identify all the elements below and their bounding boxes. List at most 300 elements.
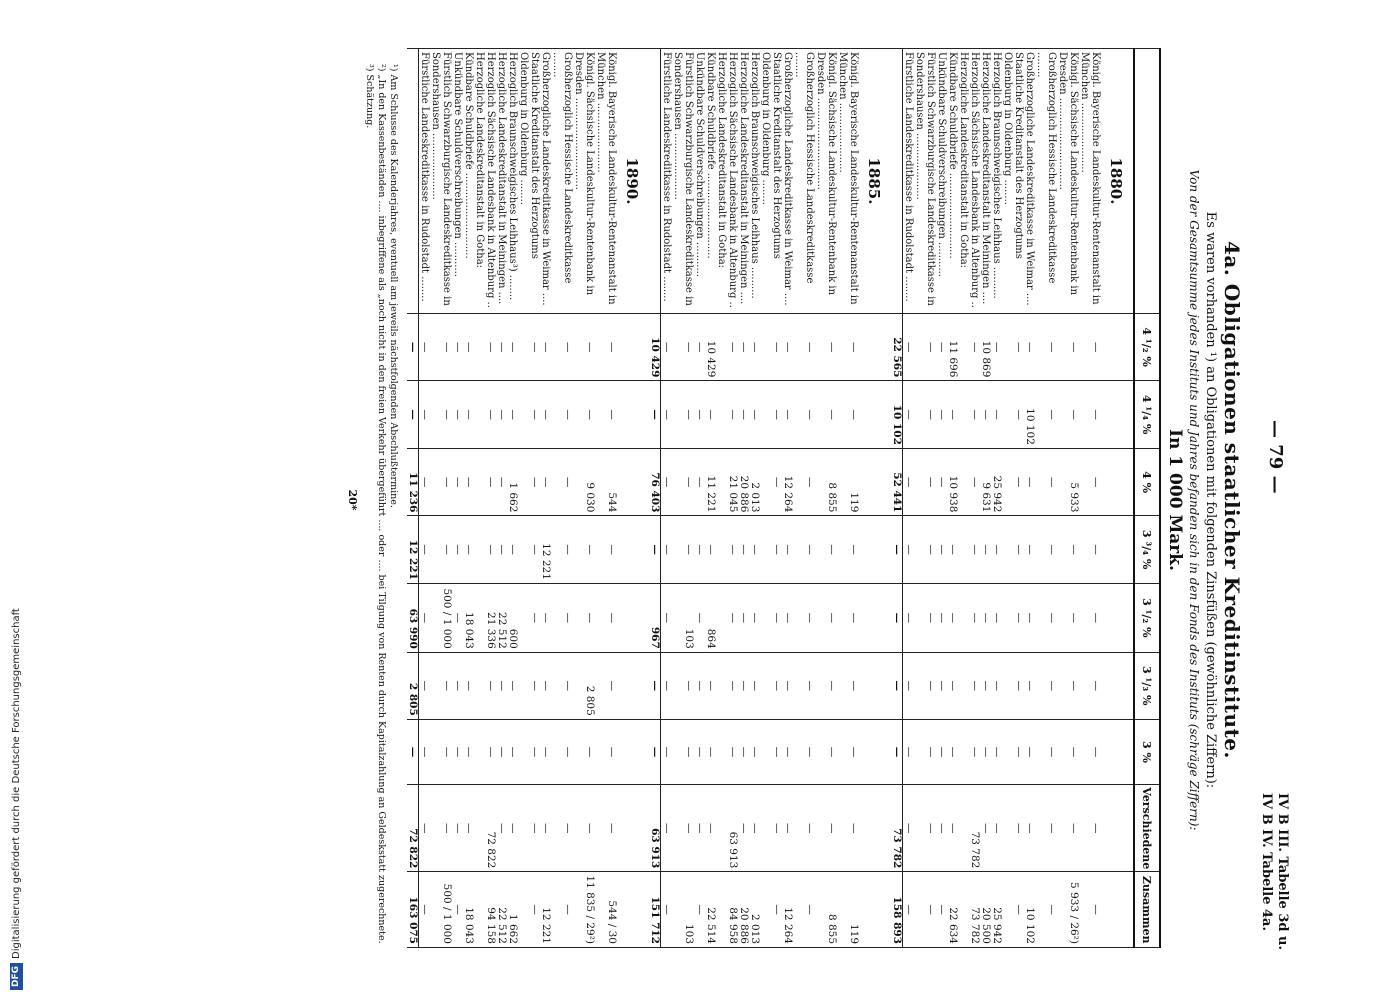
value-cell: — — [419, 313, 431, 381]
institute-name: Herzogliche Landeskreditanstalt in Gotha: — [716, 49, 727, 314]
column-header: 4 ¹/₂ % — [1134, 313, 1160, 381]
institute-name: Großherzogliche Landeskreditkasse in Weimar .... — [540, 49, 551, 314]
value-cell: — — [419, 448, 431, 516]
value-cell: — — [496, 516, 507, 584]
value-cell: — — [463, 785, 474, 872]
value-cell: — — [419, 652, 431, 719]
institute-name: Fürstlich Schwarzburgische Landeskreditkasse in Sondershausen ..................... — [914, 49, 936, 314]
value-cell: — — [496, 785, 507, 872]
value-cell: — — [1002, 516, 1024, 584]
value-cell: — — [815, 516, 837, 584]
value-cell: 9 631 — [980, 448, 991, 516]
value-cell: — — [496, 719, 507, 784]
total-cell: — — [891, 719, 903, 784]
total-cell: — — [649, 719, 661, 784]
value-cell: — — [694, 583, 705, 652]
table-ref-2: IV B IV. Tabelle 4a. — [1259, 792, 1274, 932]
value-cell: — — [815, 313, 837, 381]
value-cell: — — [969, 652, 980, 719]
value-cell: 864 — [705, 583, 716, 652]
institute-name: Staatliche Kreditanstalt des Herzogtums Oldenburg in Oldenburg ........ — [518, 49, 540, 314]
page-title: 4a. Obligationen staatlicher Kreditinstitute. — [1220, 241, 1244, 759]
value-cell: — — [738, 785, 749, 872]
value-cell: — — [749, 652, 760, 719]
table-row — [760, 49, 782, 948]
value-cell: — — [463, 719, 474, 784]
value-cell: — — [727, 381, 738, 449]
value-cell: — — [1079, 583, 1101, 652]
value-cell: 22 634 — [947, 872, 958, 948]
total-cell: 22 565 — [891, 313, 903, 381]
value-cell: 22 512 — [496, 583, 507, 652]
value-cell: — — [705, 381, 716, 449]
value-cell: 20 886 — [738, 872, 749, 948]
value-cell: — — [507, 719, 518, 784]
value-cell: — — [727, 516, 738, 584]
value-cell: — — [837, 583, 859, 652]
institute-name: Staatliche Kreditanstalt des Herzogtums Oldenburg in Oldenburg ........ — [1002, 49, 1024, 314]
column-header — [1134, 49, 1160, 314]
value-cell: — — [573, 719, 595, 784]
institute-name: Königl. Sächsische Landeskultur-Rentenbank in Dresden ............................. — [573, 49, 595, 314]
value-cell: — — [452, 313, 463, 381]
value-cell: — — [738, 313, 749, 381]
value-cell — [958, 448, 969, 516]
table-row — [727, 49, 738, 948]
empty-cell — [859, 652, 891, 719]
value-cell: — — [782, 313, 793, 381]
value-cell: — — [595, 516, 617, 584]
value-cell: 5 933 / 26²) — [1057, 872, 1079, 948]
value-cell: — — [419, 381, 431, 449]
value-cell: — — [518, 516, 540, 584]
value-cell: — — [1057, 381, 1079, 449]
value-cell: — — [1079, 652, 1101, 719]
table-row — [958, 49, 969, 948]
value-cell: — — [914, 719, 936, 784]
column-header: 4 % — [1134, 448, 1160, 516]
value-cell: 18 043 — [463, 583, 474, 652]
institute-name: Staatliche Kreditanstalt des Herzogtums Oldenburg in Oldenburg ........ — [760, 49, 782, 314]
value-cell: — — [1035, 516, 1057, 584]
value-cell: — — [991, 313, 1002, 381]
value-cell: 20 886 — [738, 448, 749, 516]
institute-name: Königl. Bayerische Landeskultur-Rentenanstalt in München ...................... — [1079, 49, 1101, 314]
value-cell: — — [1002, 872, 1024, 948]
column-header: 3 ¹/₃ % — [1134, 652, 1160, 719]
table-row — [738, 49, 749, 948]
year-heading-row — [617, 49, 649, 948]
value-cell: — — [738, 652, 749, 719]
value-cell: — — [947, 516, 958, 584]
value-cell: 5 933 — [1057, 448, 1079, 516]
institute-name: Königl. Bayerische Landeskultur-Rentenanstalt in München ...................... — [837, 49, 859, 314]
value-cell: — — [485, 448, 496, 516]
value-cell: — — [419, 872, 431, 948]
total-cell: 10 102 — [891, 381, 903, 449]
table-row — [452, 49, 463, 948]
value-cell: — — [540, 448, 551, 516]
value-cell: — — [705, 516, 716, 584]
value-cell: — — [903, 381, 915, 449]
value-cell: — — [815, 652, 837, 719]
value-cell: — — [760, 652, 782, 719]
value-cell: — — [463, 652, 474, 719]
value-cell: — — [1024, 785, 1035, 872]
empty-cell — [617, 872, 649, 948]
value-cell: — — [969, 516, 980, 584]
empty-cell — [1101, 719, 1134, 784]
value-cell: — — [694, 381, 705, 449]
total-cell: 11 236 — [407, 448, 419, 516]
value-cell: 20 500 — [980, 872, 991, 948]
value-cell: — — [782, 516, 793, 584]
empty-cell — [859, 872, 891, 948]
value-cell: — — [661, 516, 673, 584]
value-cell — [958, 583, 969, 652]
value-cell: — — [914, 516, 936, 584]
value-cell: — — [760, 872, 782, 948]
value-cell: — — [452, 872, 463, 948]
table-row — [661, 49, 673, 948]
value-cell: — — [1002, 583, 1024, 652]
value-cell: — — [551, 872, 573, 948]
value-cell: — — [452, 516, 463, 584]
value-cell: 1 662 — [507, 872, 518, 948]
value-cell: — — [430, 719, 452, 784]
value-cell: — — [1057, 516, 1079, 584]
value-cell: — — [738, 583, 749, 652]
value-cell: — — [782, 381, 793, 449]
value-cell: — — [1057, 785, 1079, 872]
footnote-1: ¹) Am Schlusse des Kalenderjahres, eventuell am jeweils nächstfolgenden Abschlußtermine. — [388, 64, 399, 508]
page-header — [1250, 40, 1290, 960]
value-cell: — — [518, 381, 540, 449]
value-cell: 8 855 — [815, 448, 837, 516]
value-cell: — — [991, 719, 1002, 784]
column-header: 3 % — [1134, 719, 1160, 784]
value-cell — [958, 381, 969, 449]
empty-cell — [859, 583, 891, 652]
value-cell: — — [738, 719, 749, 784]
value-cell: — — [903, 872, 915, 948]
value-cell — [474, 516, 485, 584]
value-cell: 10 102 — [1024, 872, 1035, 948]
value-cell — [716, 516, 727, 584]
value-cell: — — [496, 381, 507, 449]
table-row — [485, 49, 496, 948]
table-row — [837, 49, 859, 948]
value-cell: — — [694, 652, 705, 719]
table-row — [540, 49, 551, 948]
value-cell: — — [936, 313, 947, 381]
value-cell: — — [463, 313, 474, 381]
value-cell: — — [936, 719, 947, 784]
value-cell: — — [793, 313, 815, 381]
value-cell: — — [1002, 448, 1024, 516]
value-cell — [716, 448, 727, 516]
institute-name: Fürstliche Landeskreditkasse in Rudolstadt ........ — [661, 49, 673, 314]
table-row — [749, 49, 760, 948]
value-cell: — — [661, 448, 673, 516]
value-cell: — — [496, 313, 507, 381]
value-cell — [474, 785, 485, 872]
value-cell: — — [661, 719, 673, 784]
empty-cell — [1101, 313, 1134, 381]
value-cell: — — [1002, 785, 1024, 872]
table-row — [496, 49, 507, 948]
value-cell: — — [419, 516, 431, 584]
value-cell: — — [694, 516, 705, 584]
total-cell: 151 712 — [649, 872, 661, 948]
value-cell: — — [463, 448, 474, 516]
value-cell: — — [980, 381, 991, 449]
value-cell: — — [452, 583, 463, 652]
value-cell: — — [485, 381, 496, 449]
institute-name: Herzogliche Landeskreditanstalt in Meiningen .... — [980, 49, 991, 314]
value-cell: — — [430, 652, 452, 719]
value-cell: — — [782, 719, 793, 784]
value-cell: — — [1035, 785, 1057, 872]
value-cell: — — [738, 381, 749, 449]
value-cell: — — [991, 583, 1002, 652]
value-cell: — — [969, 313, 980, 381]
institute-name: Herzoglich Sächsische Landesbank in Altenburg .. — [727, 49, 738, 314]
value-cell: — — [507, 381, 518, 449]
page-number: — 79 — — [1265, 420, 1286, 494]
value-cell: — — [903, 313, 915, 381]
value-cell: — — [903, 516, 915, 584]
year-heading-row — [1101, 49, 1134, 948]
institute-name: Herzoglich Braunschweigisches Leihhaus³) ........ — [507, 49, 518, 314]
value-cell: 500 / 1 000 — [430, 872, 452, 948]
table-row — [419, 49, 431, 948]
value-cell — [716, 583, 727, 652]
value-cell: — — [496, 652, 507, 719]
table-row — [991, 49, 1002, 948]
value-cell: — — [540, 381, 551, 449]
value-cell: — — [672, 313, 694, 381]
value-cell: — — [595, 652, 617, 719]
institute-name: Unkündbare Schuldverschreibungen ........... — [452, 49, 463, 314]
value-cell: 72 822 — [485, 785, 496, 872]
empty-cell — [859, 785, 891, 872]
value-cell: — — [1035, 652, 1057, 719]
value-cell: — — [1035, 872, 1057, 948]
table-row — [474, 49, 485, 948]
table-row — [815, 49, 837, 948]
value-cell — [958, 872, 969, 948]
institute-name: Herzogliche Landeskreditanstalt in Gotha: — [958, 49, 969, 314]
table-row — [1024, 49, 1035, 948]
value-cell: — — [518, 652, 540, 719]
value-cell: — — [430, 381, 452, 449]
value-cell: 10 938 — [947, 448, 958, 516]
value-cell: — — [573, 785, 595, 872]
footnote-3: ³) Schätzung. — [364, 64, 375, 129]
table-body — [407, 49, 1134, 948]
value-cell: — — [991, 516, 1002, 584]
table-row — [1057, 49, 1079, 948]
value-cell: — — [991, 785, 1002, 872]
value-cell: — — [1079, 516, 1101, 584]
value-cell: — — [661, 381, 673, 449]
value-cell: 2 013 — [749, 448, 760, 516]
value-cell: — — [1079, 313, 1101, 381]
value-cell: — — [1035, 719, 1057, 784]
subtitle-italic: Von der Gesamtsumme jedes Instituts und Jahres befanden sich in den Fonds des Instituts (schräge Ziffern): — [1187, 169, 1201, 831]
total-cell: — — [407, 381, 419, 449]
value-cell: — — [661, 652, 673, 719]
value-cell: 9 030 — [573, 448, 595, 516]
institute-name: Großherzogliche Landeskreditkasse in Weimar .... — [782, 49, 793, 314]
empty-cell — [859, 719, 891, 784]
value-cell: — — [463, 381, 474, 449]
institute-name: Großherzoglich Hessische Landeskreditkasse ........ — [1035, 49, 1057, 314]
value-cell: — — [595, 719, 617, 784]
value-cell: — — [551, 313, 573, 381]
credit-sidebar — [0, 0, 20, 1000]
value-cell: — — [430, 313, 452, 381]
value-cell: — — [947, 785, 958, 872]
empty-cell — [617, 719, 649, 784]
value-cell: — — [430, 516, 452, 584]
value-cell: — — [815, 785, 837, 872]
value-cell: — — [793, 872, 815, 948]
value-cell: — — [507, 516, 518, 584]
value-cell: 2 805 — [573, 652, 595, 719]
value-cell: — — [914, 652, 936, 719]
value-cell: — — [969, 448, 980, 516]
subtitle: Es waren vorhanden ¹) an Obligationen mit folgenden Zinsfüßen (gewöhnliche Ziffern): — [1203, 211, 1218, 789]
value-cell: 2 013 — [749, 872, 760, 948]
empty-cell — [617, 785, 649, 872]
table-row — [716, 49, 727, 948]
table-header-row — [1134, 49, 1160, 948]
value-cell: — — [419, 785, 431, 872]
empty-cell — [617, 516, 649, 584]
value-cell: — — [991, 652, 1002, 719]
value-cell: — — [782, 785, 793, 872]
value-cell: — — [914, 785, 936, 872]
value-cell: — — [793, 516, 815, 584]
column-header: Verschiedene — [1134, 785, 1160, 872]
value-cell: — — [980, 516, 991, 584]
value-cell: — — [694, 872, 705, 948]
value-cell: — — [1079, 785, 1101, 872]
value-cell: — — [749, 719, 760, 784]
table-row — [1035, 49, 1057, 948]
total-row — [649, 49, 661, 948]
table-row — [947, 49, 958, 948]
table-references — [1258, 793, 1290, 950]
table-row — [1079, 49, 1101, 948]
page-footer: 20* — [346, 489, 359, 511]
value-cell: — — [815, 583, 837, 652]
value-cell: — — [782, 652, 793, 719]
institute-name: Kündbare Schuldbriefe ........................... — [463, 49, 474, 314]
value-cell: — — [1057, 313, 1079, 381]
institute-name: Großherzoglich Hessische Landeskreditkasse ........ — [793, 49, 815, 314]
total-cell: — — [407, 313, 419, 381]
total-cell: 12 221 — [407, 516, 419, 584]
value-cell: — — [969, 583, 980, 652]
value-cell: — — [518, 719, 540, 784]
total-cell: — — [407, 719, 419, 784]
value-cell: — — [837, 516, 859, 584]
value-cell: — — [573, 516, 595, 584]
empty-cell — [1101, 652, 1134, 719]
total-row — [891, 49, 903, 948]
value-cell: — — [1035, 381, 1057, 449]
value-cell: 94 158 — [485, 872, 496, 948]
table-row — [980, 49, 991, 948]
institute-name: Herzoglich Braunschweigisches Leihhaus .......... — [991, 49, 1002, 314]
value-cell: — — [947, 381, 958, 449]
value-cell: — — [1079, 719, 1101, 784]
document-page — [190, 40, 1290, 960]
institute-name: Großherzoglich Hessische Landeskreditkasse ........ — [551, 49, 573, 314]
total-cell: 2 805 — [407, 652, 419, 719]
value-cell: — — [540, 719, 551, 784]
value-cell: — — [903, 448, 915, 516]
total-cell: — — [649, 652, 661, 719]
value-cell: — — [947, 583, 958, 652]
value-cell: — — [1002, 313, 1024, 381]
value-cell — [716, 719, 727, 784]
value-cell: — — [1079, 872, 1101, 948]
value-cell: — — [727, 313, 738, 381]
value-cell: 500 / 1 000 — [430, 583, 452, 652]
institute-name: Herzoglich Sächsische Landesbank in Altenburg .. — [485, 49, 496, 314]
table-row — [551, 49, 573, 948]
value-cell: — — [980, 583, 991, 652]
value-cell: 10 429 — [705, 313, 716, 381]
value-cell: 12 221 — [540, 872, 551, 948]
table-row — [430, 49, 452, 948]
institute-name: Fürstliche Landeskreditkasse in Rudolstadt ........ — [419, 49, 431, 314]
empty-cell — [859, 381, 891, 449]
value-cell: — — [903, 583, 915, 652]
total-cell: 10 429 — [649, 313, 661, 381]
value-cell: 10 869 — [980, 313, 991, 381]
total-cell: — — [891, 652, 903, 719]
column-header: 3 ¹/₂ % — [1134, 583, 1160, 652]
institute-name: Herzogliche Landeskreditanstalt in Meiningen .... — [496, 49, 507, 314]
table-row — [595, 49, 617, 948]
value-cell: — — [694, 448, 705, 516]
value-cell: — — [1035, 583, 1057, 652]
value-cell: — — [1002, 719, 1024, 784]
total-cell: 73 782 — [891, 785, 903, 872]
value-cell — [716, 652, 727, 719]
obligations-table — [407, 48, 1161, 948]
value-cell: — — [936, 583, 947, 652]
value-cell: 22 512 — [496, 872, 507, 948]
value-cell: — — [485, 719, 496, 784]
column-header: 4 ¹/₄ % — [1134, 381, 1160, 449]
value-cell: — — [551, 719, 573, 784]
empty-cell — [617, 652, 649, 719]
value-cell: — — [914, 583, 936, 652]
value-cell: — — [694, 719, 705, 784]
table-row — [793, 49, 815, 948]
column-header: 3 ³/₄ % — [1134, 516, 1160, 584]
value-cell: — — [969, 719, 980, 784]
value-cell: — — [837, 313, 859, 381]
value-cell: — — [760, 583, 782, 652]
total-cell: 72 822 — [407, 785, 419, 872]
